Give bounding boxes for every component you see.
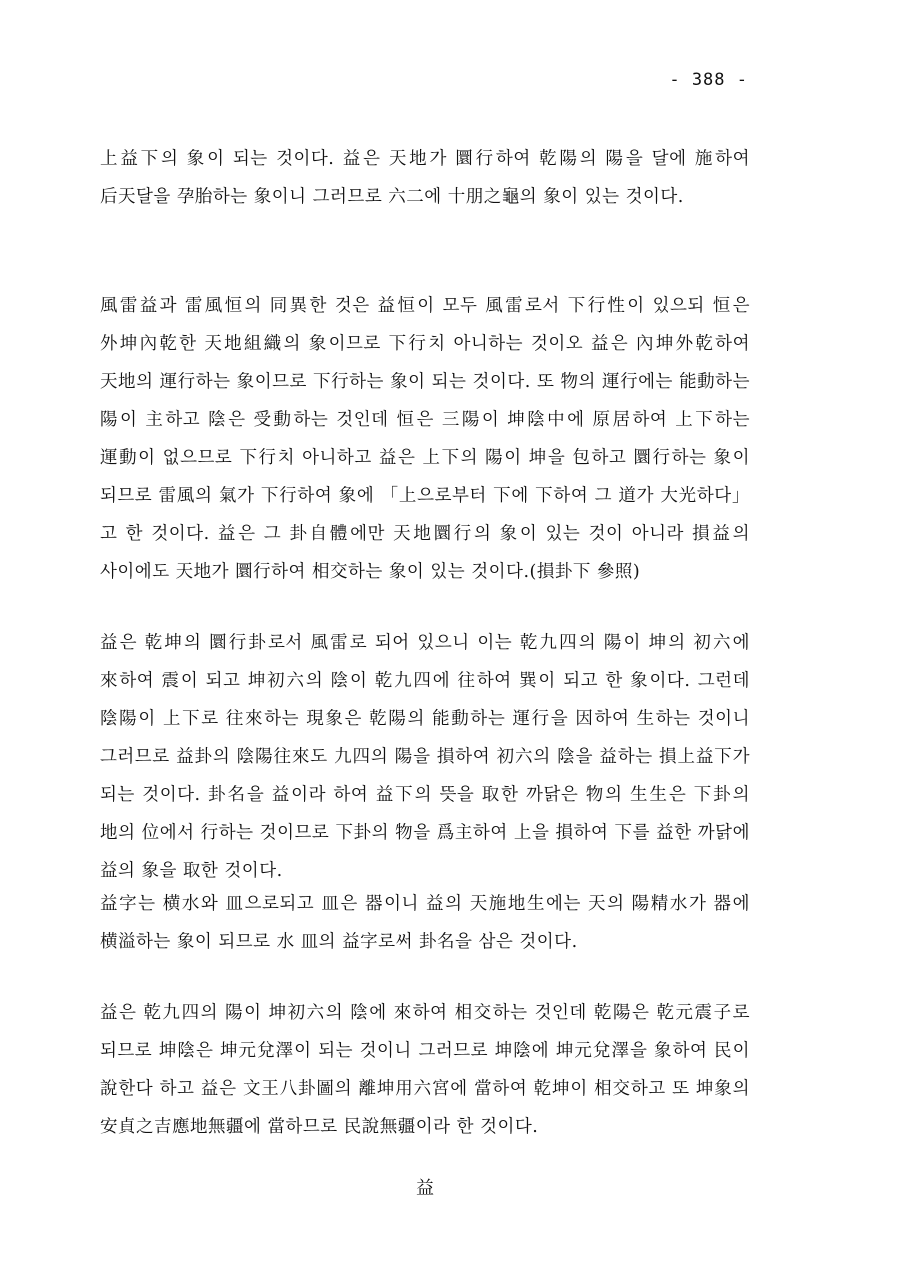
paragraph: 風雷益과 雷風恒의 同異한 것은 益恒이 모두 風雷로서 下行性이 있으되 恒은 外坤內乾한 天地組織의 象이므로 下行치 아니하는 것이오 益은 內坤外乾하여 天地의 運行하는 象이므로 下行하는 象이 되는 것이다. 또 物의 運行에는 能動하는 陽이 主하고 陰은 受動하는 것인데 恒은 三陽이 坤陰中에 原居하여 上下하는 運動이 없으므로 下行치 아니하고 益은 上下의 陽이 坤을 包하고 圜行하는 象이 되므로 雷風의 氣가 下行하여 象에 「上으로부터 下에 下하여 그 道가 大光하다」고 한 것이다. 益은 그 卦自體에만 天地圜行의 象이 있는 것이 아니라 損益의 사이에도 天地가 圜行하여 相交하는 象이 있는 것이다.(損卦下 參照): [100, 296, 750, 582]
paragraph: 上益下의 象이 되는 것이다. 益은 天地가 圜行하여 乾陽의 陽을 달에 施하여 后天달을 孕胎하는 象이니 그러므로 六二에 十朋之龜의 象이 있는 것이다.: [100, 149, 750, 207]
paragraph: 益은 乾坤의 圜行卦로서 風雷로 되어 있으니 이는 乾九四의 陽이 坤의 初六에 來하여 震이 되고 坤初六의 陰이 乾九四에 往하여 巽이 되고 한 象이다. 그런데 陰陽이 上下로 往來하는 現象은 乾陽의 能動하는 運行을 因하여 生하는 것이니 그러므로 益卦의 陰陽往來도 九四의 陽을 損하여 初六의 陰을 益하는 損上益下가 되는 것이다. 卦名을 益이라 하여 益下의 뜻을 取한 까닭은 物의 生生은 下卦의 地의 位에서 行하는 것이므로 下卦의 物을 爲主하여 上을 損하여 下를 益한 까닭에 益의 象을 取한 것이다.: [100, 633, 750, 881]
body-text: [100, 140, 750, 1179]
page-number: - 388 -: [669, 70, 748, 90]
footer-chapter-title: 益: [416, 1178, 434, 1199]
paragraph: 益字는 横水와 皿으로되고 皿은 器이니 益의 天施地生에는 天의 陽精水가 器에 横溢하는 象이 되므로 水 皿의 益字로써 卦名을 삼은 것이다.: [100, 894, 750, 952]
paragraph: 益은 乾九四의 陽이 坤初六의 陰에 來하여 相交하는 것인데 乾陽은 乾元震子로 되므로 坤陰은 坤元兌澤이 되는 것이니 그러므로 坤陰에 坤元兌澤을 象하여 民이 說한다 하고 益은 文王八卦圖의 離坤用六宮에 當하여 乾坤이 相交하고 또 坤象의 安貞之吉應地無疆에 當하므로 民說無疆이라 한 것이다.: [100, 1003, 750, 1137]
